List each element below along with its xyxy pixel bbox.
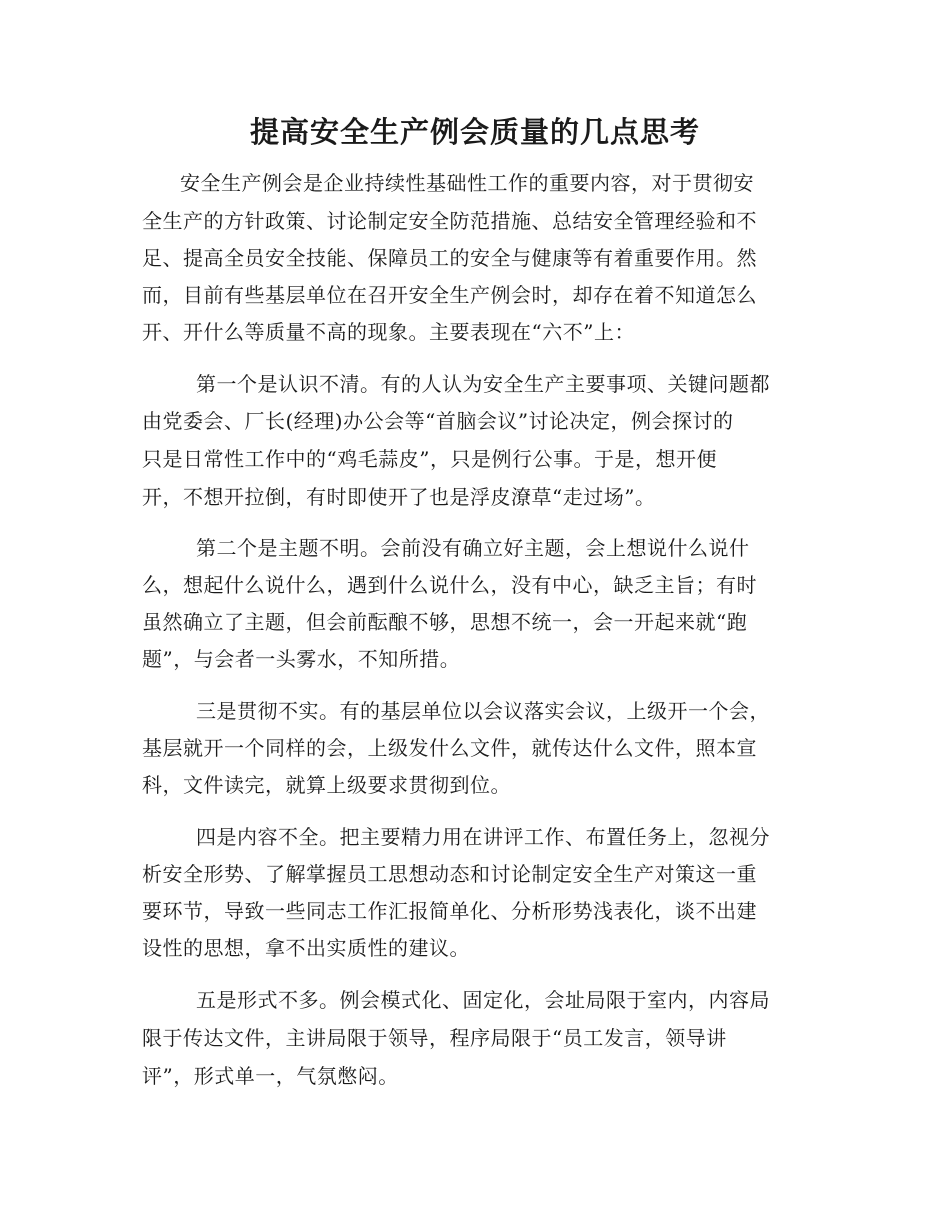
paragraph-2-line-1: 第一个是认识不清。有的人认为安全生产主要事项、关键问题都 bbox=[196, 372, 770, 396]
paragraph-3-line-3: 虽然确立了主题，但会前酝酿不够，思想不统一，会一开起来就“跑 bbox=[142, 610, 748, 634]
paragraph-4-line-2: 基层就开一个同样的会，上级发什么文件，就传达什么文件，照本宣 bbox=[142, 736, 757, 760]
paragraph-2-line-4: 开，不想开拉倒，有时即使开了也是浮皮潦草“走过场”。 bbox=[142, 485, 656, 509]
paragraph-5-line-4: 设性的思想，拿不出实质性的建议。 bbox=[142, 936, 470, 960]
paragraph-3-line-1: 第二个是主题不明。会前没有确立好主题，会上想说什么说什 bbox=[196, 536, 750, 560]
paragraph-6-line-1: 五是形式不多。例会模式化、固定化，会址局限于室内，内容局 bbox=[196, 988, 770, 1012]
paragraph-5-line-2: 析安全形势、了解掌握员工思想动态和讨论制定安全生产对策这一重 bbox=[142, 862, 757, 886]
paragraph-1-line-4: 而，目前有些基层单位在召开安全生产例会时，却存在着不知道怎么 bbox=[142, 283, 757, 307]
paragraph-6-line-3: 评”，形式单一，气氛憋闷。 bbox=[142, 1064, 399, 1088]
paragraph-3-line-4: 题”，与会者一头雾水，不知所措。 bbox=[142, 647, 461, 671]
paragraph-2-line-3: 只是日常性工作中的“鸡毛蒜皮”，只是例行公事。于是，想开便 bbox=[142, 447, 717, 471]
paragraph-2-line-2: 由党委会、厂长(经理)办公会等“首脑会议”讨论决定，例会探讨的 bbox=[142, 409, 734, 433]
paragraph-1-line-3: 足、提高全员安全技能、保障员工的安全与健康等有着重要作用。然 bbox=[142, 246, 757, 270]
paragraph-1-line-2: 全生产的方针政策、讨论制定安全防范措施、总结安全管理经验和不 bbox=[142, 209, 757, 233]
paragraph-4-line-3: 科，文件读完，就算上级要求贯彻到位。 bbox=[142, 773, 511, 797]
paragraph-1-line-1: 安全生产例会是企业持续性基础性工作的重要内容，对于贯彻安 bbox=[180, 171, 754, 195]
paragraph-5-line-3: 要环节，导致一些同志工作汇报简单化、分析形势浅表化，谈不出建 bbox=[142, 899, 757, 923]
paragraph-6-line-2: 限于传达文件，主讲局限于领导，程序局限于“员工发言，领导讲 bbox=[142, 1026, 727, 1050]
paragraph-5-line-1: 四是内容不全。把主要精力用在讲评工作、布置任务上，忽视分 bbox=[196, 825, 770, 849]
document-title: 提高安全生产例会质量的几点思考 bbox=[249, 115, 700, 149]
paragraph-4-line-1: 三是贯彻不实。有的基层单位以会议落实会议，上级开一个会， bbox=[196, 699, 770, 723]
paragraph-1-line-5: 开、开什么等质量不高的现象。主要表现在“六不”上： bbox=[142, 320, 635, 344]
paragraph-3-line-2: 么，想起什么说什么，遇到什么说什么，没有中心，缺乏主旨；有时 bbox=[142, 573, 757, 597]
